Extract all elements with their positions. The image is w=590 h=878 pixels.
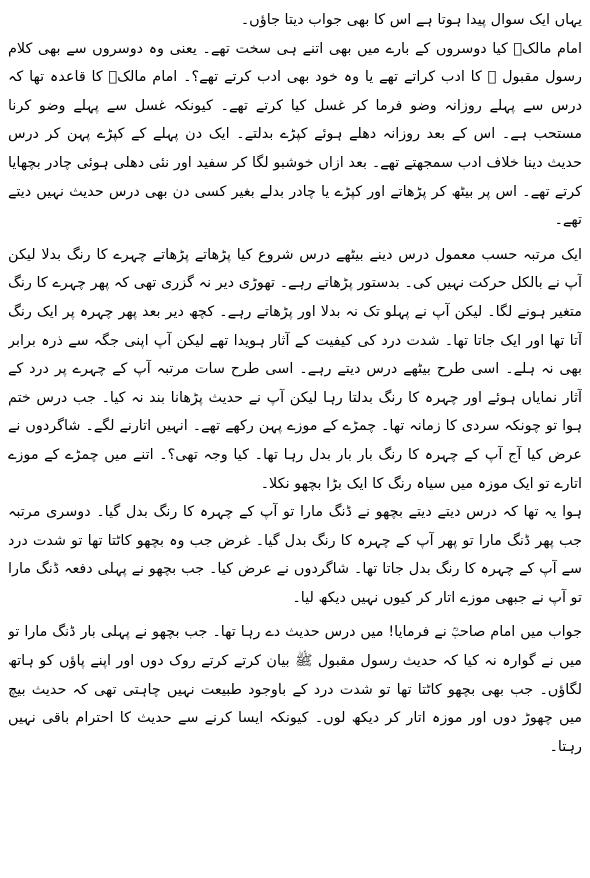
paragraph-question-intro: یہاں ایک سوال پیدا ہوتا ہے اس کا بھی جواب دیتا جاؤں۔: [240, 12, 582, 28]
paragraph-imam-malik-adab: امام مالکؒ کیا دوسروں کے بارے میں بھی اتنے ہی سخت تھے۔ یعنی وہ دوسروں سے بھی کلام رسول مقبول ﷺ کا ادب کراتے تھے یا وہ خود بھی ادب کرتے تھے؟۔ امام مالکؒ کا قاعدہ تھا کہ درس سے پہلے روزانہ وضو فرما کر غسل کیا کرتے تھے۔ کیونکہ غسل سے پہلے وضو کرنا مستحب ہے۔ اس کے بعد روزانہ دھلے ہوئے کپڑے بدلتے۔ ایک دن پہلے کے کپڑے پہن کر درس حدیث دینا خلاف ادب سمجھتے تھے۔ بعد ازاں خوشبو لگا کر سفید اور نئی دھلی ہوئی چادر بچھایا کرتے تھے۔ اس پر بیٹھ کر پڑھاتے اور کپڑے یا چادر بدلے بغیر کسی دن بھی درس حدیث نہیں دیتے تھے۔: [8, 40, 582, 229]
urdu-text-page: [8, 6, 582, 872]
paragraph-scorpion-story: ایک مرتبہ حسب معمول درس دینے بیٹھے درس شروع کیا پڑھاتے پڑھاتے چہرے کا رنگ بدلا لیکن آپ نے بالکل حرکت نہیں کی۔ بدستور پڑھاتے رہے۔ تھوڑی دیر نہ گزری تھی کہ پھر چہرے کا رنگ متغیر ہونے لگا۔ لیکن آپ نے پہلو تک نہ بدلا اور پڑھاتے رہے۔ کچھ دیر بعد پھر چہرہ پر ایک رنگ آتا تھا اور ایک جاتا تھا۔ شدت درد کی کیفیت کے آثار ہویدا تھے لیکن آپ اپنی جگہ سے ذرہ برابر بھی نہ ہلے۔ اسی طرح بیٹھے درس دیتے رہے۔ اسی طرح سات مرتبہ آپ کے چہرے پر درد کے آثار نمایاں ہوئے اور چہرہ کا رنگ بدلتا رہا لیکن آپ نے حدیث پڑھانا بند نہ کیا۔ جب درس ختم ہوا تو چونکہ سردی کا زمانہ تھا۔ چمڑے کے موزے پہن رکھے تھے۔ انہیں اتارنے لگے۔ شاگردوں نے عرض کیا آج آپ کے چہرہ کا رنگ بار بار بدل رہا تھا۔ کیا وجہ تھی؟۔ اتنے میں چمڑے کے موزے اتارے تو ایک موزہ میں سیاہ رنگ کا ایک بڑا بچھو نکلا۔: [8, 246, 582, 492]
paragraph-scorpion-explanation: ہوا یہ تھا کہ درس دیتے دیتے بچھو نے ڈنگ مارا تو آپ کے چہرہ کا رنگ بدل گیا۔ دوسری مرتبہ جب پھر ڈنگ مارا تو پھر آپ کے چہرہ کا رنگ بدل گیا۔ غرض جب وہ بچھو کاٹتا تھا تو شدت درد سے آپ کے چہرہ کا رنگ بدل جاتا تھا۔ شاگردوں نے عرض کیا۔ جب بچھو نے پہلی دفعہ ڈنگ مارا تو آپ نے جبھی موزے اتار کر کیوں نہیں دیکھ لیا۔: [8, 504, 582, 606]
paragraph-imam-answer: جواب میں امام صاحبؒ نے فرمایا! میں درس حدیث دے رہا تھا۔ جب بچھو نے پہلی بار ڈنگ مارا تو میں نے گوارہ نہ کیا کہ حدیث رسول مقبول ﷺ بیان کرتے کرتے روک دوں اور اپنے پاؤں کو ہاتھ لگاؤں۔ جب بھی بچھو کاٹتا تھا تو شدت درد کے باوجود طبیعت نہیں چاہتی تھی کہ حدیث بیچ میں چھوڑ دوں اور موزہ اتار کر دیکھ لوں۔ کیونکہ ایسا کرنے سے حدیث کا احترام باقی نہیں رہتا۔: [8, 624, 582, 755]
